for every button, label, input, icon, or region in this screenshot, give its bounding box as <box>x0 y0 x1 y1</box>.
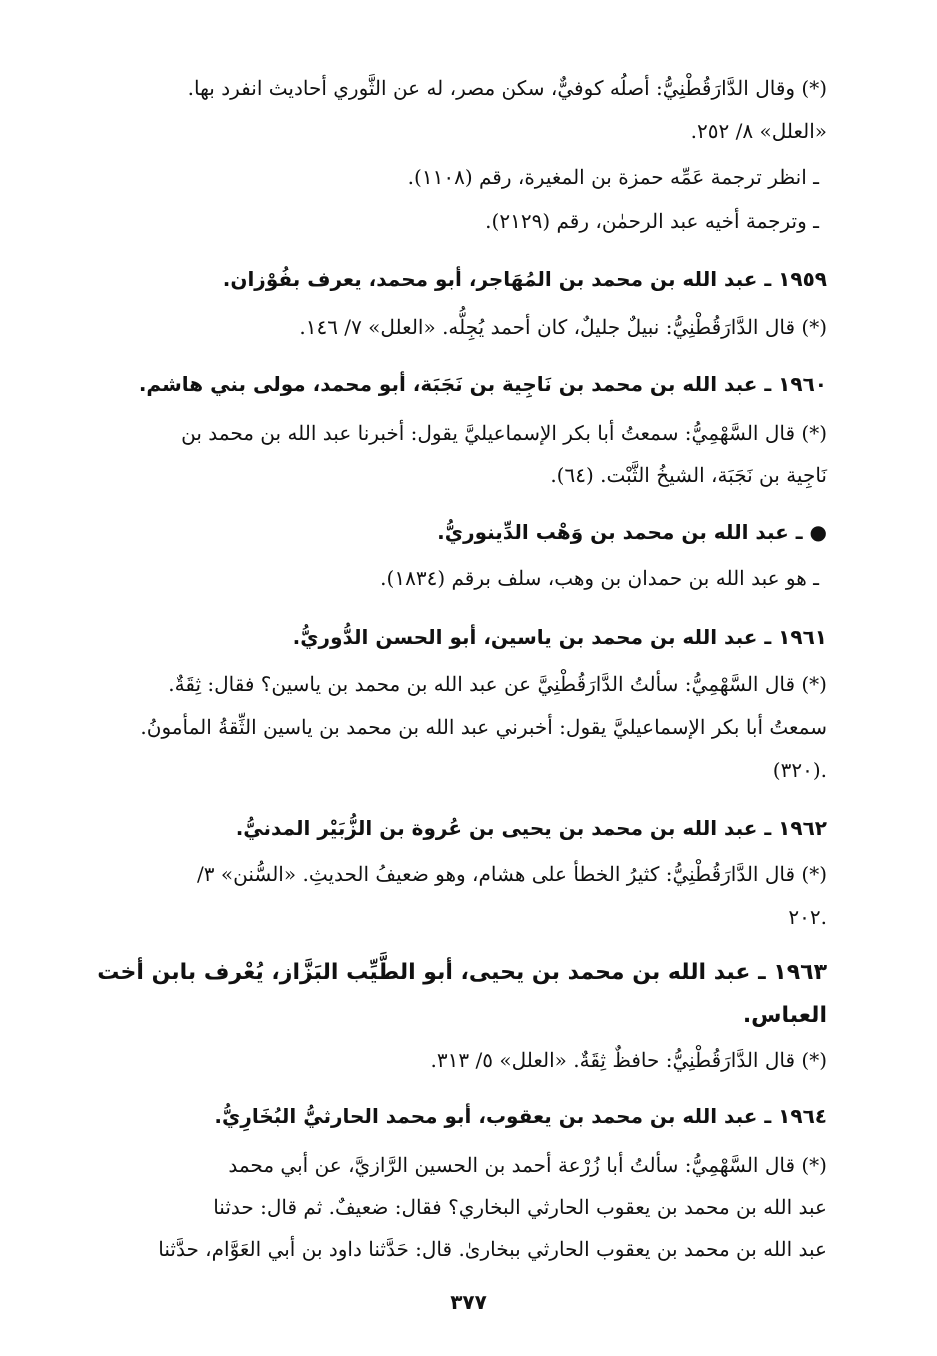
entry-heading-1960: ١٩٦٠ ـ عبد الله بن محمد بن نَاجِية بن نَجَبَة، أبو محمد، مولى بني هاشم. <box>138 372 827 396</box>
text-line: عبد الله بن محمد بن يعقوب الحارثي ببخارىٰ. قال: حَدَّثنا داود بن أبي العَوَّام، حدَّثنا <box>158 1237 827 1261</box>
page-number: ٣٧٧ <box>450 1290 487 1314</box>
text-line: (*) قال الدَّارَقُطْنِيُّ: كثيرُ الخطأ على هشام، وهو ضعيفُ الحديثِ. «السُّنن» ٣/ <box>197 862 827 886</box>
text-line: (*) قال السَّهْمِيُّ: سألتُ أبا زُرْعة أحمد بن الحسين الرَّازيَّ، عن أبي محمد <box>228 1153 827 1177</box>
text-line: سمعتُ أبا بكر الإسماعيليَّ يقول: أخبرني عبد الله بن محمد بن ياسين الثِّقةُ المأمونُ. <box>140 715 827 739</box>
text-line: (٣٢٠). <box>772 758 827 782</box>
text-line: عبد الله بن محمد بن يعقوب الحارثي البخاري؟ فقال: ضعيفٌ. ثم قال: حدثنا <box>213 1195 827 1219</box>
entry-heading-1963: ١٩٦٣ ـ عبد الله بن محمد بن يحيى، أبو الطَّيِّب البَزَّاز، يُعْرف بابن أخت <box>97 960 827 985</box>
text-line: ـ انظر ترجمة عَمِّه حمزة بن المغيرة، رقم (١١٠٨). <box>407 165 819 189</box>
text-line: «العلل» ٨/ ٢٥٢. <box>690 119 827 143</box>
entry-heading-1962: ١٩٦٢ ـ عبد الله بن محمد بن يحيى بن عُروة بن الزُّبَيْر المدنيُّ. <box>235 816 827 840</box>
entry-heading-1964: ١٩٦٤ ـ عبد الله بن محمد بن يعقوب، أبو محمد الحارثيُّ البُخَارِيُّ. <box>214 1104 827 1128</box>
text-line: (*) قال السَّهْمِيُّ: سمعتُ أبا بكر الإسماعيليَّ يقول: أخبرنا عبد الله بن محمد بن <box>181 421 827 445</box>
text-line: (*) قال الدَّارَقُطْنِيُّ: نبيلٌ جليلٌ، كان أحمد يُجِلُّه. «العلل» ٧/ ١٤٦. <box>299 315 827 339</box>
text-line: نَاجِية بن نَجَبَة، الشيخُ الثَّبْت. (٦٤). <box>550 463 827 487</box>
text-line: ـ هو عبد الله بن حمدان بن وهب، سلف برقم (١٨٣٤). <box>380 566 819 590</box>
entry-heading-1961: ١٩٦١ ـ عبد الله بن محمد بن ياسين، أبو الحسن الدُّوريُّ. <box>292 625 827 649</box>
entry-heading-1959: ١٩٥٩ ـ عبد الله بن محمد بن المُهَاجر، أبو محمد، يعرف بفُوْزان. <box>222 267 827 291</box>
text-line: ـ وترجمة أخيه عبد الرحمٰن، رقم (٢١٢٩). <box>485 209 819 233</box>
text-line: ٢٠٢. <box>788 905 827 929</box>
text-line: (*) قال السَّهْمِيُّ: سألتُ الدَّارَقُطْنِيَّ عن عبد الله بن محمد بن ياسين؟ فقال: ثِقَةٌ. <box>168 672 827 696</box>
cross-reference-heading: ● ـ عبد الله بن محمد بن وَهْب الدِّينوريُّ. <box>437 520 827 544</box>
text-line: (*) وقال الدَّارَقُطْنِيُّ: أصلُه كوفيٌّ، سكن مصر، له عن الثَّوري أحاديث انفرد بها. <box>187 76 827 100</box>
entry-heading-1963-cont: العباس. <box>742 1003 827 1028</box>
text-line: (*) قال الدَّارَقُطْنِيُّ: حافظٌ ثِقَةٌ. «العلل» ٥/ ٣١٣. <box>430 1048 827 1072</box>
